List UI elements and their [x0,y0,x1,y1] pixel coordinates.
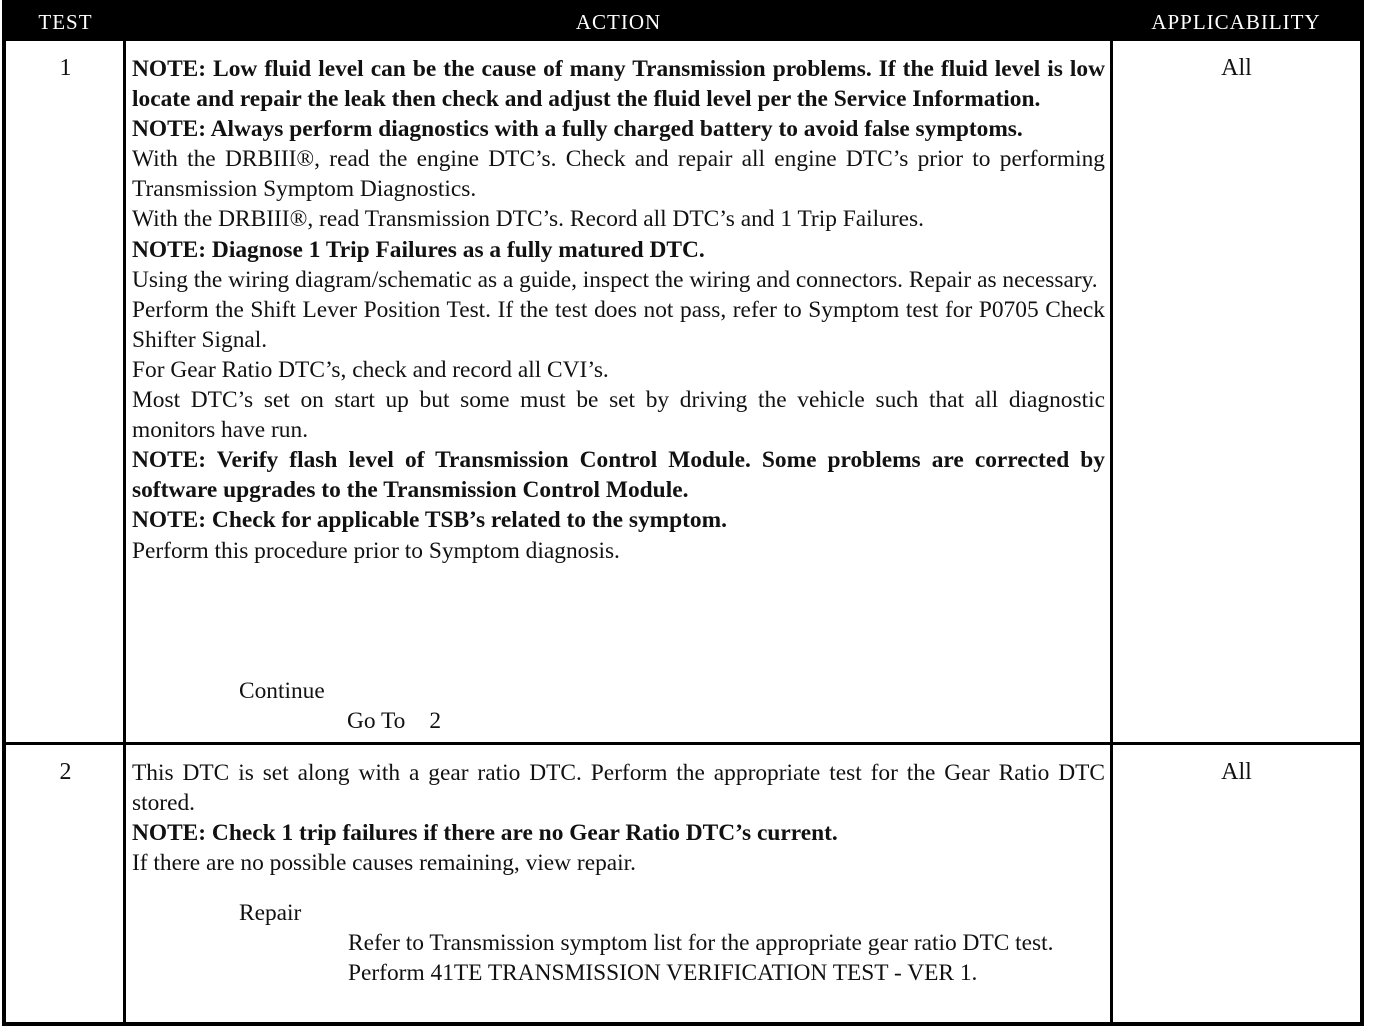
note-text: NOTE: Diagnose 1 Trip Failures as a fully matured DTC. [132,236,705,263]
diagnostic-table [2,0,1364,1026]
option-continue: Continue [239,678,325,704]
instruction-text: For Gear Ratio DTC’s, check and record all CVI’s. [132,356,609,383]
action-text-row-2 [132,758,1105,878]
instruction-text: If there are no possible causes remaining, view repair. [132,850,637,877]
goto-target: 2 [429,708,442,734]
instruction-text: Using the wiring diagram/schematic as a guide, inspect the wiring and connectors. Repair as necessary. [132,266,1098,293]
column-divider [123,41,126,1026]
repair-text: Refer to Transmission symptom list for the appropriate gear ratio DTC test. [348,930,1054,956]
goto-label: Go To [347,708,406,734]
note-text: NOTE: Verify flash level of Transmission Control Module. Some problems are corrected by software upgrades to the Transmission Control Module. [132,447,1105,504]
header-test: TEST [6,4,125,41]
note-text: NOTE: Check for applicable TSB’s related to the symptom. [132,507,727,534]
instruction-text: Perform the Shift Lever Position Test. If the test does not pass, refer to Symptom test for P0705 Check Shifter Signal. [132,296,1105,353]
repair-instructions [348,928,1105,988]
row-divider [6,742,1360,745]
test-number: 2 [59,759,72,785]
repair-text: Perform 41TE TRANSMISSION VERIFICATION TEST - VER 1. [348,960,978,987]
test-number: 1 [59,55,72,81]
note-text: NOTE: Always perform diagnostics with a fully charged battery to avoid false symptoms. [132,116,1023,143]
header-applicability: APPLICABILITY [1112,4,1360,41]
action-text-row-1 [132,54,1105,566]
instruction-text: This DTC is set along with a gear ratio DTC. Perform the appropriate test for the Gear Ratio DTC stored. [132,760,1105,817]
instruction-text: With the DRBIII®, read the engine DTC’s. Check and repair all engine DTC’s prior to performing Transmission Symptom Diagnostics. [132,146,1105,203]
applicability-value: All [1221,759,1252,785]
note-text: NOTE: Low fluid level can be the cause of many Transmission problems. If the fluid level is low locate and repair the leak then check and adjust the fluid level per the Service Information. [132,56,1105,113]
column-divider [1110,41,1113,1026]
note-text: NOTE: Check 1 trip failures if there are no Gear Ratio DTC’s current. [132,820,838,847]
goto-step [347,706,441,736]
instruction-text: Most DTC’s set on start up but some must be set by driving the vehicle such that all diagnostic monitors have run. [132,387,1105,444]
header-action: ACTION [125,4,1112,41]
instruction-text: Perform this procedure prior to Symptom diagnosis. [132,537,620,564]
option-repair: Repair [239,900,302,926]
applicability-value: All [1221,55,1252,81]
instruction-text: With the DRBIII®, read Transmission DTC’s. Record all DTC’s and 1 Trip Failures. [132,206,924,233]
